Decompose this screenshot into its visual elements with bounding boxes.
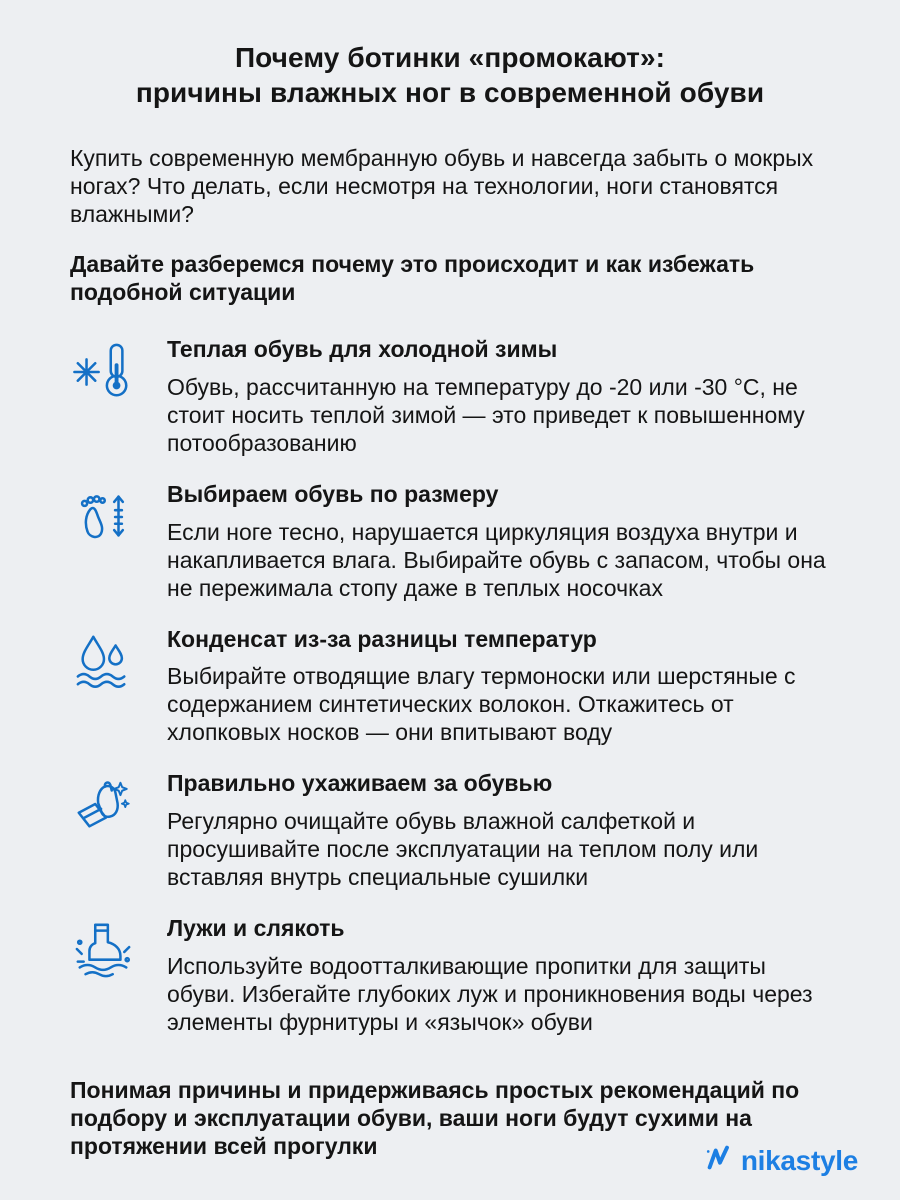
item-body: Используйте водоотталкивающие пропитки для защиты обуви. Избегайте глубоких луж и проникновения воды через элементы фурнитуры и «язычок» обуви [167,952,813,1035]
page-title-line1: Почему ботинки «промокают»: [234,42,666,73]
page-title [70,40,830,110]
list-item-warm-shoes [70,336,830,457]
logo-text: nikastyle [740,1144,858,1176]
water-drops-icon [70,626,167,697]
list-item-content [167,626,830,747]
item-body: Выбирайте отводящие влагу термоноски или шерстяные с содержанием синтетических волокон. Откажитесь от хлопковых носков — они впитывают воду [167,663,796,746]
item-title: Выбираем обувь по размеру [167,480,499,507]
puddle-boot-icon [70,915,167,986]
item-title: Лужи и слякоть [167,915,345,942]
item-body: Если ноге тесно, нарушается циркуляция воздуха внутри и накапливается влага. Выбирайте обувь с запасом, чтобы она не пережимала стопу даже в теплых носочках [167,518,826,601]
reasons-list [70,336,830,1036]
nikastyle-logo-icon [704,1143,734,1178]
list-item-shoe-size [70,481,830,602]
brand-footer [704,1143,858,1178]
item-body: Обувь, рассчитанную на температуру до -20 или -30 °С, не стоит носить теплой зимой — это приведет к повышенному потообразованию [167,373,805,456]
item-title: Конденсат из-за разницы температур [167,625,597,652]
foot-size-icon [70,481,167,552]
item-body: Регулярно очищайте обувь влажной салфеткой и просушивайте после эксплуатации на теплом полу или вставляя внутрь специальные сушилки [167,808,759,891]
list-item-condensate [70,626,830,747]
item-title: Правильно ухаживаем за обувью [167,770,553,797]
outro-paragraph: Понимая причины и придерживаясь простых рекомендаций по подбору и эксплуатации обуви, ваши ноги будут сухими на протяжении всей прогулки [70,1076,800,1159]
list-item-puddles [70,915,830,1036]
lead-paragraph: Давайте разберемся почему это происходит и как избежать подобной ситуации [70,251,755,306]
cleaning-wipe-icon [70,770,167,841]
list-item-content [167,915,830,1036]
list-item-content [167,481,830,602]
list-item-care [70,770,830,891]
snowflake-thermometer-icon [70,336,167,407]
list-item-content [167,336,830,457]
item-title: Теплая обувь для холодной зимы [167,336,558,363]
list-item-content [167,770,830,891]
page-title-line2: причины влажных ног в современной обуви [135,77,765,108]
intro-paragraph: Купить современную мембранную обувь и навсегда забыть о мокрых ногах? Что делать, если несмотря на технологии, ноги становятся влажными? [70,145,814,228]
